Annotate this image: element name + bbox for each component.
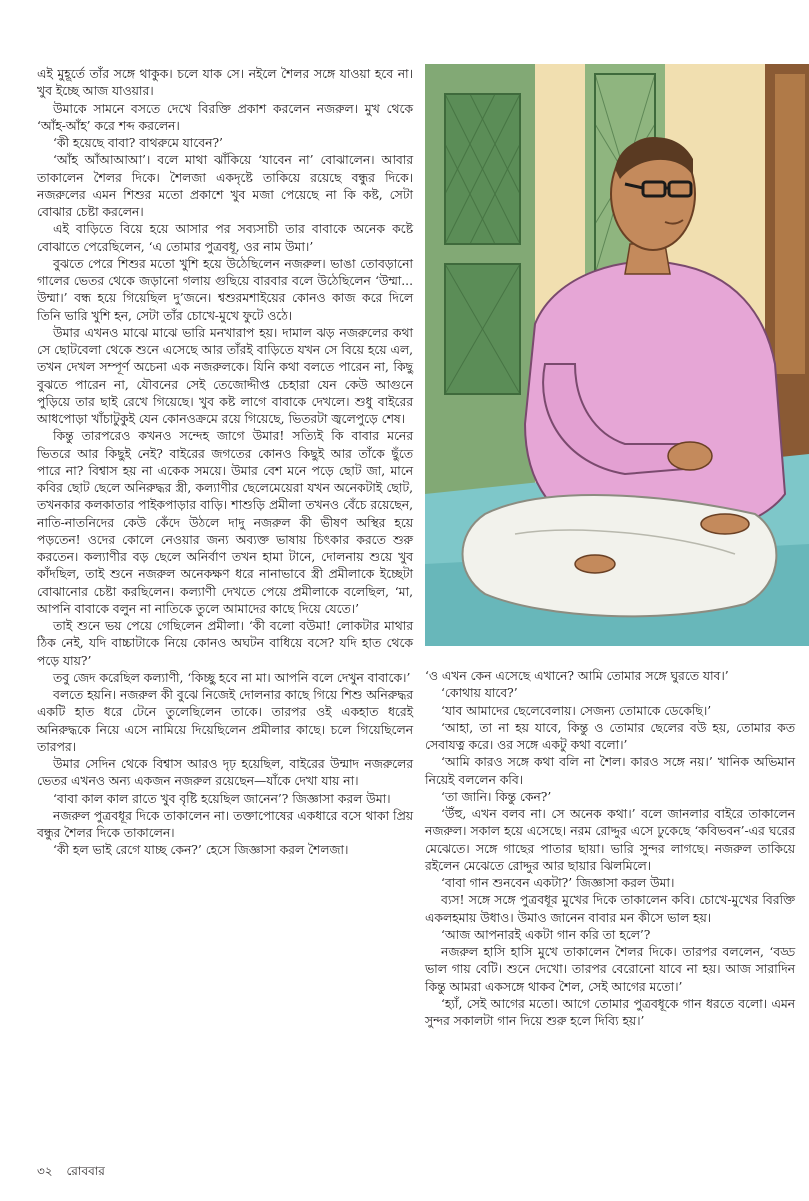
paragraph: কিন্তু তারপরেও কখনও সন্দেহ জাগে উমার! সত্যিই কি বাবার মনের ভিতরে আর কিছুই নেই? বাইরের জগতের কোনও কিছুই আর তাঁকে ছুঁতে পারে না? বিশ্বাস হয় না একেক সময়ে। উমার বেশ মনে পড়ে ছোট জা, মানে কবির ছোট ছেলে অনিরুদ্ধর স্ত্রী, কল্যাণীর ছেলেমেয়েরা যখন অনেকটাই ছোট, তখনকার কলকাতার পাইকপাড়ার বাড়ি। শাশুড়ি প্রমীলা তখনও বেঁচে রয়েছেন, নাতি-নাতনিদের কেউ কেঁদে উঠলে দাদু নজরুল কী ভীষণ অস্থির হয়ে পড়তেন! ওদের কোলে নেওয়ার জন্য অব্যক্ত ভাষায় চিৎকার করতে শুরু করতেন। কল্যাণীর বড় ছেলে অনির্বাণ তখন হামা টানে, দোলনায় শুয়ে খুব কাঁদছিল, তাই শুনে নজরুল অনেকক্ষণ ধরে নানাভাবে স্ত্রী প্রমীলাকে ইচ্ছেটা বোঝানোর চেষ্টা করছিলেন। কল্যাণী দেখতে পেয়ে প্রমীলাকে বলেছিল, ‘মা, আপনি বাবাকে বলুন না নাতিকে তুলে আমাদের কাছে দিয়ে যেতে।’ xyxy=(37,429,413,616)
paragraph: ‘উঁহু, এখন বলব না। সে অনেক কথা।’ বলে জানলার বাইরে তাকালেন নজরুল। সকাল হয়ে এসেছে। নরম রোদ্দুর এসে ঢুকেছে ‘কবিভবন’-এর ঘরের মেঝেতে। সঙ্গে গাছের পাতার ছায়া। ভারি সুন্দর লাগছে। নজরুল তাকিয়ে রইলেন মেঝেতে রোদ্দুর আর ছায়ার ঝিলমিলে। xyxy=(425,807,795,873)
paragraph: উমাকে সামনে বসতে দেখে বিরক্তি প্রকাশ করলেন নজরুল। মুখ থেকে ‘আঁহ-আঁহ’ করে শব্দ করলেন। xyxy=(37,101,413,133)
paragraph: বলতে হয়নি। নজরুল কী বুঝে নিজেই দোলনার কাছে গিয়ে শিশু অনিরুদ্ধর একটি হাত ধরে টেনে তুলেছিলেন তাকে। তারপর ওই একহাত ধরেই অনিরুদ্ধকে নিয়ে এসে নামিয়ে দিয়েছিলেন প্রমীলার কাছে। চলে গিয়েছিলেন তারপর। xyxy=(37,688,413,754)
page-number: ৩২ xyxy=(37,1164,53,1178)
paragraph: ‘তা জানি। কিন্তু কেন?’ xyxy=(440,789,552,804)
paragraph: তাই শুনে ভয় পেয়ে গেছিলেন প্রমীলা। ‘কী বলো বউমা! লোকটার মাথার ঠিক নেই, যদি বাচ্চাটাকে নিয়ে কোনও অঘটন বাধিয়ে বসে? যদি হাত থেকে পড়ে যায়?’ xyxy=(37,619,413,668)
paragraph: ব্যস! সঙ্গে সঙ্গে পুত্রবধূর মুখের দিকে তাকালেন কবি। চোখে-মুখের বিরক্তি একলহমায় উধাও। উমাও জানেন বাবার মন কীসে ভাল হয়। xyxy=(425,893,795,925)
paragraph: ‘বাবা কাল কাল রাতে খুব বৃষ্টি হয়েছিল জানেন’? জিজ্ঞাসা করল উমা। xyxy=(52,791,391,806)
paragraph: বুঝতে পেরে শিশুর মতো খুশি হয়ে উঠেছিলেন নজরুল। ভাঙা তোবড়ানো গালের ভেতর থেকে জড়ানো গলায় গুছিয়ে বারবার বলে উঠেছিলেন ‘উম্মা... উম্মা।’ বন্ধ হয়ে গিয়েছিল দু’জনে। শ্বশুরমশাইয়ের কোনও কাজ করে দিলে তিনি ভারি খুশি হন, সেটা তাঁর চোখে-মুখে ফুটে ওঠে। xyxy=(37,256,413,323)
paragraph: ‘যাব আমাদের ছেলেবেলায়। সেজন্য তোমাকে ডেকেছি।’ xyxy=(440,703,712,718)
paragraph: ‘কী হয়েছে বাবা? বাথরুমে যাবেন?’ xyxy=(52,136,223,150)
paragraph: ‘ও এখন কেন এসেছে এখানে? আমি তোমার সঙ্গে ঘুরতে যাব।’ xyxy=(425,669,729,683)
paragraph: ‘আহা, তা না হয় যাবে, কিন্তু ও তোমার ছেলের বউ হয়, তোমার কত সেবাযত্ন করে। ওর সঙ্গে একটু কথা বলো।’ xyxy=(425,720,795,752)
magazine-name: রোববার xyxy=(66,1164,105,1178)
paragraph: নজরুল হাসি হাসি মুখে তাকালেন শৈলর দিকে। তারপর বললেন, ‘বড্ড ভাল গায় বেটি। শুনে দেখো। তারপর বেরোনো যাবে না হয়। আজ সারাদিন কিন্তু আমরা একসঙ্গে থাকব শৈল, সেই আগের মতো।’ xyxy=(425,945,795,994)
paragraph: এই বাড়িতে বিয়ে হয়ে আসার পর সব্যসাচী তার বাবাকে অনেক কষ্টে বোঝাতে পেরেছিলেন, ‘এ তোমার পুত্রবধূ, ওর নাম উমা।’ xyxy=(37,222,413,254)
paragraph: ‘আজ আপনারই একটা গান করি তা হলে’? xyxy=(440,927,651,942)
paragraph: ‘কী হল ভাই রেগে যাচ্ছ কেন?’ হেসে জিজ্ঞাসা করল শৈলজা। xyxy=(52,843,349,858)
paragraph: উমার এখনও মাঝে মাঝে ভারি মনখারাপ হয়। দামাল ঝড় নজরুলের কথা সে ছোটবেলা থেকে শুনে এসেছে আর তাঁরই বাড়িতে যখন সে বিয়ে হয়ে এল, তখন দেখল সম্পূর্ণ অচেনা এক নজরুলকে। যিনি কথা বলতে পারেন না, কিছু বুঝতে পারেন না, যৌবনের সেই তেজোদ্দীপ্ত চেহারা যেন কেউ আগুনে পুড়িয়ে তার ছাই রেখে গিয়েছে। খুব কষ্ট লাগে বাবাকে দেখলে। শুধু বাইরের আধপোড়া খাঁচাটুকুই যেন কোনওক্রমে রয়ে গিয়েছে, ভিতরটা জ্বলেপুড়ে শেষ। xyxy=(37,325,413,426)
illustration-nazrul-seated xyxy=(425,64,809,646)
left-text-column xyxy=(37,66,413,860)
paragraph: ‘বাবা গান শুনবেন একটা?’ জিজ্ঞাসা করল উমা। xyxy=(440,876,675,890)
paragraph: এই মুহূর্তে তাঁর সঙ্গে থাকুক। চলে যাক সে। নইলে শৈলর সঙ্গে যাওয়া হবে না। খুব ইচ্ছে আজ যাওয়ার। xyxy=(37,67,413,99)
paragraph: ‘আমি কারও সঙ্গে কথা বলি না শৈল। কারও সঙ্গে নয়।’ খানিক অভিমান নিয়েই বললেন কবি। xyxy=(425,755,795,787)
paragraph: ‘কোথায় যাবে?’ xyxy=(440,686,518,701)
paragraph: তবু জেদ করেছিল কল্যাণী, ‘কিচ্ছু হবে না মা। আপনি বলে দেখুন বাবাকে।’ xyxy=(52,670,411,685)
right-text-column xyxy=(425,668,795,1030)
paragraph: ‘হ্যাঁ, সেই আগের মতো। আগে তোমার পুত্রবধূকে গান ধরতে বলো। এমন সুন্দর সকালটা গান দিয়ে শুরু হলে দিব্যি হয়।’ xyxy=(425,996,795,1028)
paragraph: ‘আঁহ আঁআআআ’। বলে মাথা ঝাঁকিয়ে ‘যাবেন না’ বোঝালেন। আবার তাকালেন শৈলর দিকে। শৈলজা একদৃষ্টে তাকিয়ে রয়েছে বন্ধুর দিকে। নজরুলের এমন শিশুর মতো প্রকাশে খুব মজা পেয়েছে না কি কষ্ট, সেটা বোঝার চেষ্টা করলেন। xyxy=(37,153,413,219)
paragraph: নজরুল পুত্রবধূর দিকে তাকালেন না। তক্তাপোষের একধারে বসে থাকা প্রিয় বন্ধুর শৈলর দিকে তাকালেন। xyxy=(37,808,413,840)
paragraph: উমার সেদিন থেকে বিশ্বাস আরও দৃঢ় হয়েছিল, বাইরের উন্মাদ নজরুলের ভেতর এখনও অন্য একজন নজরুল রয়েছেন—যাঁকে দেখা যায় না। xyxy=(37,757,413,789)
page-footer xyxy=(37,1163,115,1183)
